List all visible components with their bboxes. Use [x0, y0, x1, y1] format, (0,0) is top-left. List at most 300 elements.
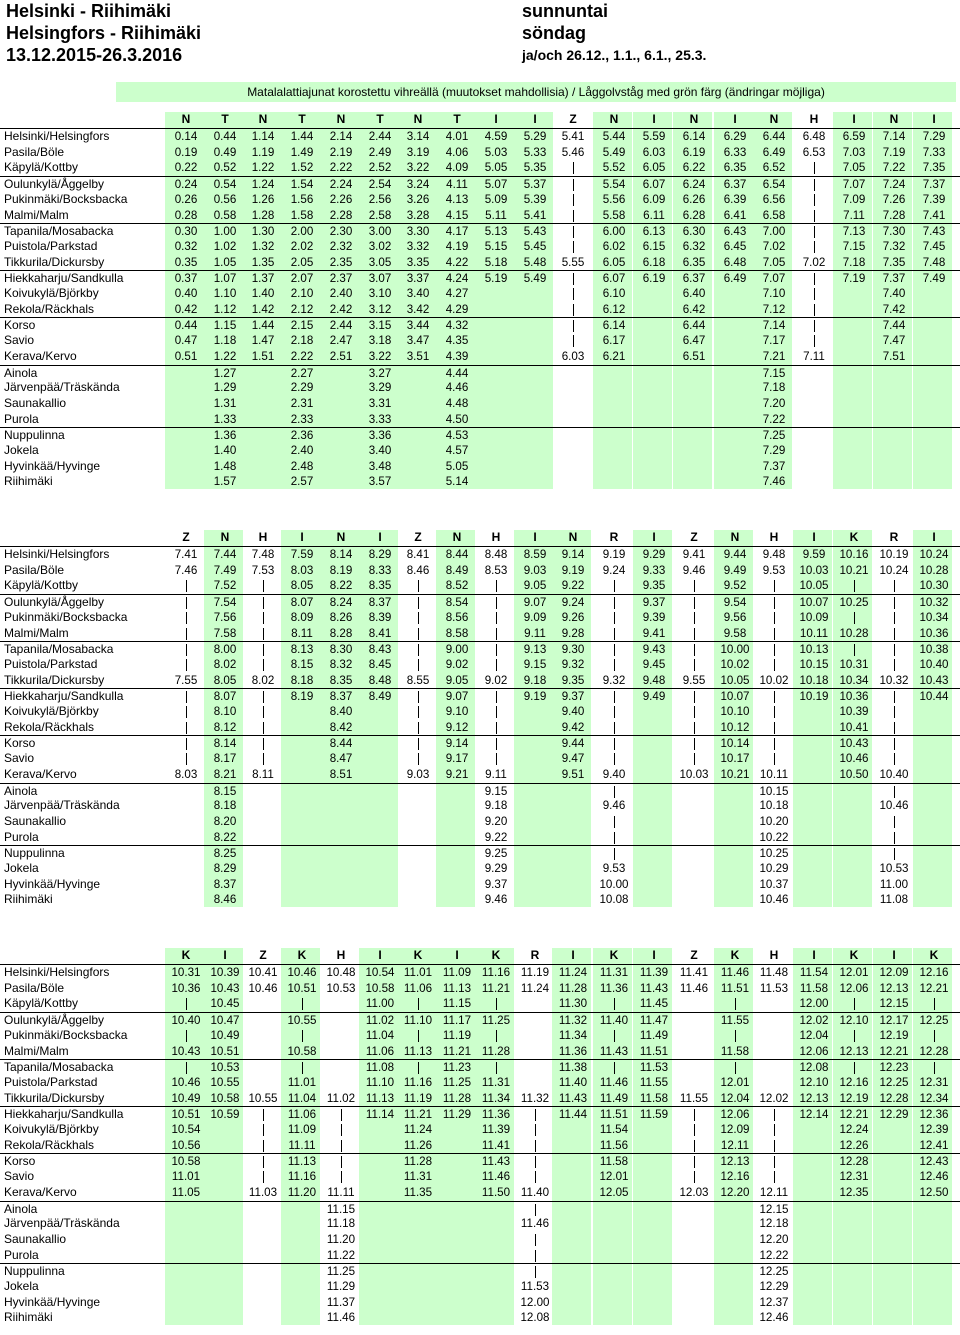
departure-time: 8.02 — [213, 657, 237, 671]
departure-time: 6.37 — [682, 272, 706, 286]
departure-time: 1.48 — [213, 459, 237, 473]
departure-time: 11.11 — [288, 1138, 316, 1152]
departure-time: 8.15 — [290, 657, 314, 671]
station-row — [0, 270, 960, 287]
departure-time: 10.44 — [919, 690, 949, 704]
departure-time: 0.51 — [174, 349, 198, 363]
station-name: Käpylä/Kottby — [4, 996, 79, 1011]
day-fi: sunnuntai — [522, 1, 608, 21]
departure-time: 6.51 — [682, 349, 706, 363]
departure-time: 7.11 — [803, 349, 825, 363]
station-name: Puistola/Parkstad — [4, 238, 98, 253]
train-type-label: Z — [259, 948, 267, 962]
departure-time: 4.50 — [445, 412, 469, 426]
departure-time: 1.54 — [290, 178, 314, 192]
departure-time: 7.03 — [842, 145, 866, 159]
departure-time: 11.16 — [403, 1075, 433, 1089]
departure-time: 4.24 — [445, 272, 469, 286]
train-type-label: N — [452, 530, 462, 544]
station-row — [0, 192, 960, 208]
train-type-label: N — [258, 112, 268, 126]
departure-time: 11.19 — [520, 966, 550, 979]
station-row — [0, 208, 960, 224]
departure-time: 7.37 — [762, 459, 786, 473]
departure-time: 7.21 — [762, 349, 786, 363]
departure-time: 9.17 — [445, 752, 469, 766]
departure-time: 12.19 — [879, 1028, 909, 1042]
station-name: Oulunkylä/Åggelby — [4, 177, 105, 192]
departure-time: 7.49 — [213, 563, 237, 577]
departure-time: 11.16 — [481, 966, 511, 979]
departure-time: 5.18 — [484, 255, 508, 269]
departure-time: 9.46 — [682, 563, 706, 577]
departure-time: 2.52 — [368, 161, 392, 175]
train-type-label: I — [932, 530, 936, 544]
station-row — [0, 1091, 960, 1107]
departure-time: 2.32 — [329, 239, 353, 253]
departure-time: 9.58 — [723, 626, 747, 640]
departure-time: 6.35 — [682, 255, 706, 269]
departure-time: 11.58 — [720, 1044, 750, 1058]
departure-time: 11.34 — [481, 1091, 511, 1105]
departure-time: 9.15 — [484, 784, 508, 798]
departure-time: 12.16 — [839, 1075, 869, 1089]
departure-time: 8.49 — [445, 563, 469, 577]
departure-time: 10.18 — [759, 799, 789, 813]
departure-time: 3.35 — [406, 255, 430, 269]
departure-time: 1.22 — [251, 161, 275, 175]
departure-time: 5.35 — [523, 161, 547, 175]
station-name: Hiekkaharju/Sandkulla — [4, 689, 124, 704]
departure-time: 8.46 — [213, 893, 237, 907]
departure-time: 6.22 — [682, 161, 706, 175]
departure-time: 7.02 — [762, 239, 786, 253]
departure-time: 10.50 — [839, 767, 869, 781]
departure-time: 12.03 — [679, 1185, 709, 1199]
station-row — [0, 798, 960, 814]
departure-time: 11.29 — [326, 1280, 356, 1293]
departure-time: 9.05 — [445, 673, 469, 687]
departure-time: 11.26 — [403, 1138, 433, 1152]
departure-time: 5.55 — [561, 255, 585, 269]
station-name: Kerava/Kervo — [4, 348, 77, 363]
departure-time: 2.58 — [368, 208, 392, 222]
station-row — [0, 563, 960, 579]
train-type-label: K — [491, 948, 501, 962]
departure-time: 8.22 — [329, 579, 353, 593]
departure-time: 11.58 — [639, 1091, 669, 1105]
departure-time: 8.55 — [406, 673, 430, 687]
departure-time: 4.01 — [445, 130, 469, 143]
departure-time: 3.05 — [368, 255, 392, 269]
station-row — [0, 427, 960, 444]
departure-time: 2.15 — [290, 319, 314, 333]
departure-time: 10.43 — [210, 981, 240, 995]
departure-time: 2.00 — [290, 225, 314, 239]
departure-time: 11.19 — [403, 1091, 433, 1105]
station-row — [0, 751, 960, 767]
departure-time: 6.43 — [723, 225, 747, 239]
departure-time: 7.40 — [882, 287, 906, 300]
station-name: Pasila/Böle — [4, 562, 65, 577]
departure-time: 7.11 — [843, 208, 865, 222]
departure-time: 6.19 — [642, 272, 666, 286]
departure-time: 8.13 — [290, 643, 314, 657]
departure-time: 6.30 — [682, 225, 706, 239]
station-name: Savio — [4, 333, 35, 348]
station-name: Pukinmäki/Bocksbacka — [4, 609, 128, 624]
station-name: Nuppulinna — [4, 428, 65, 443]
departure-time: 1.56 — [290, 192, 314, 206]
departure-time: 5.58 — [602, 208, 626, 222]
departure-time: 11.16 — [287, 1170, 317, 1184]
station-row — [0, 365, 960, 382]
departure-time: 6.05 — [602, 255, 626, 269]
departure-time: 11.00 — [365, 997, 395, 1011]
departure-time: 3.27 — [368, 366, 392, 380]
departure-time: 6.02 — [602, 239, 626, 253]
departure-time: 3.29 — [368, 381, 392, 395]
departure-time: 10.16 — [839, 548, 869, 561]
departure-time: 10.21 — [839, 563, 869, 577]
departure-time: 7.52 — [213, 579, 237, 593]
departure-time: 10.31 — [171, 966, 201, 979]
departure-time: 6.33 — [723, 145, 747, 159]
departure-time: 10.36 — [839, 690, 869, 704]
departure-time: 11.58 — [599, 1155, 629, 1169]
departure-time: 6.09 — [642, 192, 666, 206]
station-row — [0, 657, 960, 673]
station-row — [0, 767, 960, 783]
departure-time: 2.27 — [290, 366, 314, 380]
departure-time: 10.13 — [799, 643, 829, 657]
departure-time: 6.07 — [602, 272, 626, 286]
departure-time: 12.09 — [879, 966, 909, 979]
departure-time: 12.28 — [919, 1044, 949, 1058]
departure-time: 4.17 — [445, 225, 469, 239]
departure-time: 9.24 — [602, 563, 626, 577]
departure-time: 7.32 — [882, 239, 906, 253]
train-type-label: I — [533, 530, 537, 544]
station-row — [0, 1106, 960, 1123]
train-type-label: N — [181, 112, 191, 126]
departure-time: 10.20 — [759, 814, 789, 828]
departure-time: 7.15 — [762, 366, 786, 380]
departure-time: 10.55 — [210, 1075, 240, 1089]
departure-time: 4.53 — [445, 429, 469, 443]
departure-time: 8.44 — [329, 737, 353, 751]
departure-time: 9.02 — [484, 673, 508, 687]
departure-time: 6.44 — [682, 319, 706, 333]
departure-time: 12.21 — [839, 1108, 869, 1122]
departure-time: 11.15 — [442, 997, 472, 1011]
station-name: Rekola/Räckhals — [4, 719, 95, 734]
departure-time: 4.46 — [445, 381, 469, 395]
departure-time: 9.19 — [523, 690, 547, 704]
departure-time: 7.05 — [762, 255, 786, 269]
departure-time: 12.05 — [599, 1185, 629, 1199]
departure-time: 8.37 — [329, 690, 353, 704]
station-row — [0, 783, 960, 800]
departure-time: 5.37 — [523, 178, 547, 192]
departure-time: 12.19 — [839, 1091, 869, 1105]
station-name: Saunakallio — [4, 1231, 67, 1246]
departure-time: 1.19 — [251, 145, 275, 159]
departure-time: 8.49 — [368, 690, 392, 704]
departure-time: 10.49 — [171, 1091, 201, 1105]
departure-time: 7.24 — [882, 178, 906, 192]
departure-time: 4.57 — [445, 444, 469, 457]
departure-time: 12.08 — [520, 1311, 550, 1325]
departure-time: 12.20 — [720, 1185, 750, 1199]
low-floor-note: Matalalattiajunat korostettu vihreällä (muutokset mahdollisia) / Låggolvståg med grön färg (ändringar möjliga) — [116, 82, 956, 102]
departure-time: 12.10 — [799, 1075, 829, 1089]
departure-time: 8.19 — [329, 563, 353, 577]
train-type-label: N — [336, 112, 346, 126]
train-type-label: I — [733, 112, 737, 126]
departure-time: 9.29 — [484, 862, 508, 875]
departure-time: 8.48 — [368, 673, 392, 687]
departure-time: 10.51 — [210, 1044, 240, 1058]
departure-time: 5.15 — [484, 239, 508, 253]
departure-time: 7.49 — [922, 272, 946, 286]
departure-time: 1.57 — [213, 475, 237, 489]
station-row — [0, 1216, 960, 1232]
departure-time: 10.31 — [839, 657, 869, 671]
departure-time: 8.07 — [213, 690, 237, 704]
departure-time: 8.35 — [329, 673, 353, 687]
departure-time: 11.46 — [720, 966, 750, 979]
departure-time: 11.25 — [442, 1075, 472, 1089]
departure-time: 2.30 — [329, 225, 353, 239]
departure-time: 12.16 — [720, 1170, 750, 1184]
station-row — [0, 396, 960, 412]
station-row — [0, 861, 960, 877]
departure-time: 8.00 — [213, 643, 237, 657]
departure-time: 5.49 — [602, 145, 626, 159]
departure-time: 12.13 — [879, 981, 909, 995]
train-type-label: R — [609, 530, 619, 544]
station-row — [0, 610, 960, 626]
departure-time: 11.51 — [599, 1108, 629, 1122]
departure-time: 5.05 — [445, 459, 469, 473]
departure-time: 12.43 — [919, 1155, 949, 1169]
departure-time: 6.41 — [723, 208, 747, 222]
departure-time: 2.05 — [290, 255, 314, 269]
departure-time: 11.28 — [558, 981, 588, 995]
departure-time: 10.03 — [679, 767, 709, 781]
departure-time: 10.30 — [919, 579, 949, 593]
departure-time: 12.25 — [759, 1265, 789, 1279]
departure-time: 7.43 — [922, 225, 946, 239]
departure-time: 10.48 — [326, 966, 356, 979]
departure-time: 6.03 — [642, 145, 666, 159]
train-type-label: K — [730, 948, 740, 962]
departure-time: 0.35 — [174, 255, 198, 269]
departure-time: 0.30 — [174, 225, 198, 239]
departure-time: 8.12 — [213, 720, 237, 734]
train-type-label: I — [494, 112, 498, 126]
departure-time: 1.27 — [213, 366, 237, 380]
station-row — [0, 830, 960, 846]
departure-time: 7.00 — [762, 225, 786, 239]
departure-time: 8.30 — [329, 643, 353, 657]
departure-time: 7.44 — [882, 319, 906, 333]
departure-time: 7.55 — [174, 673, 198, 687]
departure-time: 10.25 — [759, 847, 789, 861]
departure-time: 11.31 — [481, 1075, 511, 1089]
departure-time: 9.55 — [682, 673, 706, 687]
departure-time: 7.41 — [174, 548, 198, 561]
departure-time: 11.44 — [558, 1108, 588, 1122]
departure-time: 9.37 — [484, 877, 508, 891]
departure-time: 1.44 — [290, 130, 314, 143]
departure-time: 6.52 — [762, 161, 786, 175]
train-type-label: T — [453, 112, 461, 126]
departure-time: 9.32 — [602, 673, 626, 687]
departure-time: 11.11 — [327, 1185, 355, 1199]
departure-time: 10.32 — [879, 673, 909, 687]
departure-time: 11.55 — [639, 1075, 669, 1089]
route-name-fi: Helsinki - Riihimäki — [6, 1, 172, 21]
departure-time: 3.48 — [368, 459, 392, 473]
station-row — [0, 1138, 960, 1154]
departure-time: 7.45 — [922, 239, 946, 253]
station-row — [0, 474, 960, 490]
departure-time: 10.28 — [919, 563, 949, 577]
departure-time: 6.53 — [802, 145, 826, 159]
departure-time: 2.57 — [290, 475, 314, 489]
departure-time: 9.26 — [561, 610, 585, 624]
departure-time: 11.54 — [799, 966, 829, 979]
departure-time: 10.51 — [287, 981, 317, 995]
departure-time: 10.49 — [210, 1028, 240, 1042]
station-row — [0, 688, 960, 705]
station-name: Ainola — [4, 1201, 38, 1216]
departure-time: 12.35 — [839, 1185, 869, 1199]
departure-time: 11.08 — [365, 1061, 395, 1075]
departure-time: 8.53 — [484, 563, 508, 577]
train-type-label: Z — [569, 112, 577, 126]
departure-time: 11.40 — [558, 1075, 588, 1089]
departure-time: 1.22 — [213, 349, 237, 363]
departure-time: 11.37 — [326, 1295, 356, 1309]
departure-time: 9.47 — [561, 752, 585, 766]
departure-time: 5.56 — [602, 192, 626, 206]
departure-time: 10.07 — [799, 596, 829, 610]
departure-time: 3.18 — [368, 334, 392, 348]
departure-time: 4.27 — [445, 287, 469, 300]
station-name: Kerava/Kervo — [4, 766, 77, 781]
train-type-label: H — [336, 948, 346, 962]
station-row — [0, 286, 960, 302]
station-name: Puistola/Parkstad — [4, 656, 98, 671]
station-name: Tapanila/Mosabacka — [4, 224, 114, 239]
departure-time: 11.20 — [287, 1185, 317, 1199]
departure-time: 5.13 — [484, 225, 508, 239]
departure-time: 11.28 — [481, 1044, 511, 1058]
train-type-label: N — [220, 530, 230, 544]
station-row — [0, 349, 960, 365]
departure-time: 1.29 — [213, 381, 237, 395]
station-row — [0, 1153, 960, 1170]
station-row — [0, 223, 960, 240]
departure-time: 11.09 — [287, 1123, 317, 1136]
departure-time: 0.44 — [174, 319, 198, 333]
departure-time: 9.49 — [642, 690, 666, 704]
departure-time: 4.11 — [446, 178, 468, 192]
departure-time: 11.24 — [558, 966, 588, 979]
departure-time: 1.30 — [251, 225, 275, 239]
departure-time: 10.17 — [720, 752, 750, 766]
departure-time: 9.52 — [723, 579, 747, 593]
departure-time: 7.56 — [213, 610, 237, 624]
departure-time: 11.46 — [326, 1311, 356, 1325]
departure-time: 11.21 — [403, 1108, 433, 1122]
departure-time: 9.02 — [445, 657, 469, 671]
departure-time: 12.00 — [520, 1295, 550, 1309]
departure-time: 6.11 — [643, 208, 665, 222]
departure-time: 7.19 — [842, 272, 866, 286]
departure-time: 11.31 — [403, 1170, 433, 1184]
departure-time: 5.44 — [602, 130, 626, 143]
departure-time: 2.44 — [329, 319, 353, 333]
departure-time: 10.58 — [365, 981, 395, 995]
departure-time: 5.11 — [485, 208, 507, 222]
departure-time: 10.28 — [839, 626, 869, 640]
departure-time: 10.07 — [720, 690, 750, 704]
departure-time: 12.14 — [799, 1108, 829, 1122]
station-row — [0, 1169, 960, 1185]
station-name: Järvenpää/Träskända — [4, 1216, 120, 1231]
departure-time: 10.46 — [759, 893, 789, 907]
departure-time: 2.31 — [290, 396, 314, 410]
departure-time: 8.19 — [290, 690, 314, 704]
departure-time: 10.02 — [720, 657, 750, 671]
departure-time: 9.54 — [723, 596, 747, 610]
departure-time: 0.28 — [174, 208, 198, 222]
train-type-label: N — [730, 530, 740, 544]
departure-time: 2.51 — [329, 349, 353, 363]
departure-time: 1.18 — [213, 334, 237, 348]
station-row — [0, 239, 960, 255]
departure-time: 7.28 — [882, 208, 906, 222]
departure-time: 12.11 — [759, 1185, 789, 1199]
departure-time: 12.00 — [799, 997, 829, 1011]
departure-time: 9.19 — [602, 548, 626, 561]
departure-time: 8.54 — [445, 596, 469, 610]
departure-time: 7.26 — [882, 192, 906, 206]
departure-time: 7.58 — [213, 626, 237, 640]
departure-time: 8.58 — [445, 626, 469, 640]
departure-time: 11.02 — [365, 1014, 395, 1028]
departure-time: 9.41 — [642, 626, 666, 640]
departure-time: 9.46 — [484, 893, 508, 907]
departure-time: 11.46 — [520, 1217, 550, 1231]
departure-time: 6.03 — [561, 349, 585, 363]
departure-time: 7.19 — [882, 145, 906, 159]
departure-time: 9.07 — [523, 596, 547, 610]
departure-time: 2.22 — [329, 161, 353, 175]
departure-time: 6.10 — [602, 287, 626, 300]
train-type-label: K — [849, 948, 859, 962]
departure-time: 9.09 — [523, 610, 547, 624]
departure-time: 6.00 — [602, 225, 626, 239]
departure-time: 8.39 — [368, 610, 392, 624]
station-name: Koivukylä/Björkby — [4, 286, 99, 300]
departure-time: 7.18 — [842, 255, 866, 269]
station-row — [0, 1279, 960, 1295]
